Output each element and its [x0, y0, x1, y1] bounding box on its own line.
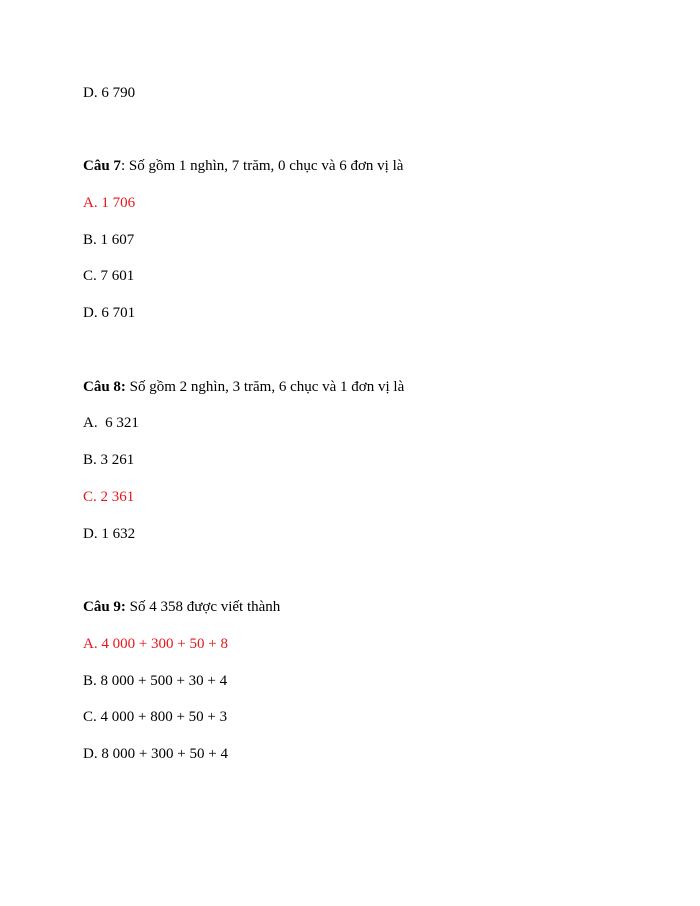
- q7-text: : Số gồm 1 nghìn, 7 trăm, 0 chục và 6 đơn vị là: [120, 158, 404, 174]
- q9-option-c: C. 4 000 + 800 + 50 + 3: [83, 709, 228, 725]
- q8-option-a: A. 6 321: [83, 415, 139, 431]
- q7-question: [83, 157, 403, 175]
- q8-option-b: B. 3 261: [83, 452, 135, 468]
- q7-option-c: C. 7 601: [83, 268, 135, 284]
- q9-option-b: B. 8 000 + 500 + 30 + 4: [83, 673, 228, 689]
- q7-option-b: B. 1 607: [83, 232, 135, 248]
- q8-text: Số gồm 2 nghìn, 3 trăm, 6 chục và 1 đơn vị là: [125, 379, 405, 395]
- q7-option-d: D. 6 701: [83, 305, 136, 321]
- q9-question: [83, 598, 280, 616]
- q9-label: Câu 9:: [83, 599, 126, 615]
- q8-option-c: C. 2 361: [83, 489, 135, 505]
- q9-option-a: A. 4 000 + 300 + 50 + 8: [83, 636, 228, 652]
- q9-option-d: D. 8 000 + 300 + 50 + 4: [83, 746, 228, 762]
- q8-question: [83, 378, 404, 396]
- q6-option-d: D. 6 790: [83, 85, 136, 101]
- q9-text: Số 4 358 được viết thành: [125, 599, 281, 615]
- q8-option-d: D. 1 632: [83, 526, 136, 542]
- q7-label: Câu 7: [83, 158, 121, 174]
- q7-option-a: A. 1 706: [83, 195, 136, 211]
- q8-label: Câu 8:: [83, 379, 126, 395]
